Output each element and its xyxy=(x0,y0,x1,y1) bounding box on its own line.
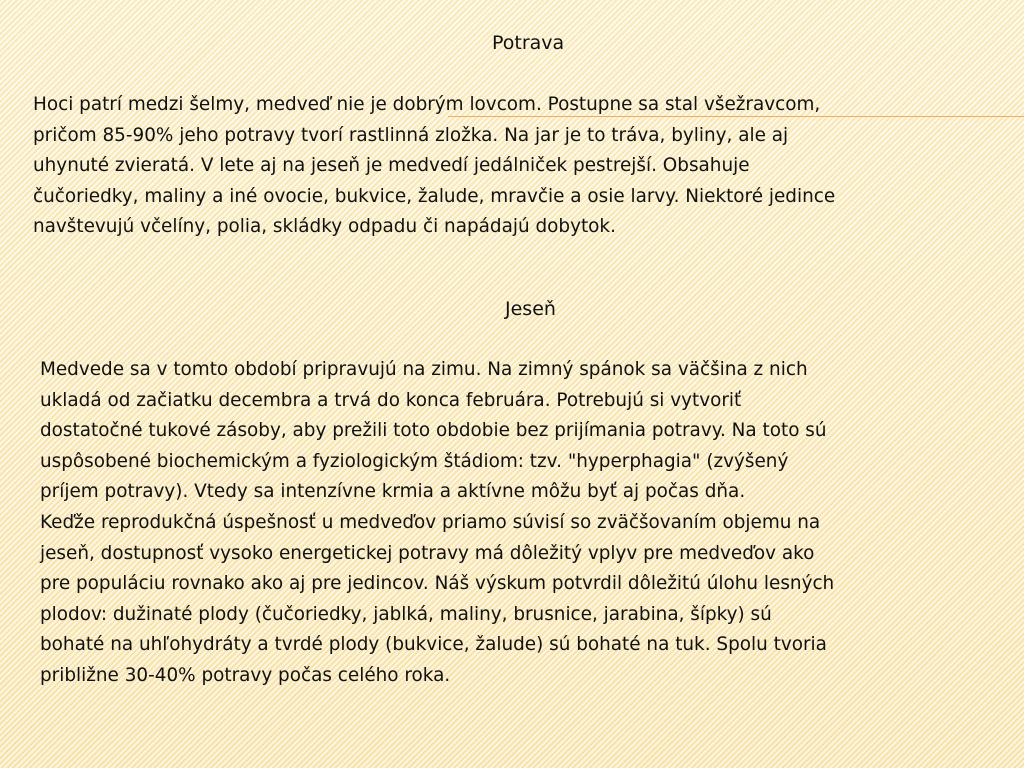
text-line: uhynuté zvieratá. V lete aj na jeseň je medvedí jedálniček pestrejší. Obsahuje xyxy=(33,155,750,177)
section-heading-potrava: Potrava xyxy=(492,32,565,54)
text-line: príjem potravy). Vtedy sa intenzívne krmia a aktívne môžu byť aj počas dňa. xyxy=(40,481,746,503)
section-text-jesen xyxy=(40,355,990,692)
text-line: čučoriedky, maliny a iné ovocie, bukvice, žalude, mravčie a osie larvy. Niektoré jedince xyxy=(33,185,836,207)
text-line: dostatočné tukové zásoby, aby prežili toto obdobie bez prijímania potravy. Na toto sú xyxy=(40,420,827,442)
text-line: ukladá od začiatku decembra a trvá do konca februára. Potrebujú si vytvoriť xyxy=(40,389,742,411)
text-line: približne 30-40% potravy počas celého roka. xyxy=(40,664,451,686)
text-line: Hoci patrí medzi šelmy, medveď nie je dobrým lovcom. Postupne sa stal všežravcom, xyxy=(33,94,821,115)
text-line: jeseň, dostupnosť vysoko energetickej potravy má dôležitý vplyv pre medveďov ako xyxy=(40,542,815,564)
text-line: Keďže reprodukčná úspešnosť u medveďov priamo súvisí so zväčšovaním objemu na xyxy=(40,511,821,533)
text-line: pričom 85-90% jeho potravy tvorí rastlinná zložka. Na jar je to tráva, byliny, ale aj xyxy=(33,124,789,146)
text-line: pre populáciu rovnako ako aj pre jedincov. Náš výskum potvrdil dôležitú úlohu lesných xyxy=(40,573,835,595)
section-heading-jesen: Jeseň xyxy=(505,298,556,320)
text-line: navštevujú včelíny, polia, skládky odpadu či napádajú dobytok. xyxy=(33,216,616,238)
text-line: Medvede sa v tomto období pripravujú na zimu. Na zimný spánok sa väčšina z nich xyxy=(40,359,808,380)
text-line: plodov: dužinaté plody (čučoriedky, jablká, maliny, brusnice, jarabina, šípky) sú xyxy=(40,603,772,625)
section-text-potrava xyxy=(33,90,993,243)
text-line: bohaté na uhľohydráty a tvrdé plody (bukvice, žalude) sú bohaté na tuk. Spolu tvoria xyxy=(40,634,827,656)
text-line: uspôsobené biochemickým a fyziologickým štádiom: tzv. "hyperphagia" (zvýšený xyxy=(40,450,789,472)
